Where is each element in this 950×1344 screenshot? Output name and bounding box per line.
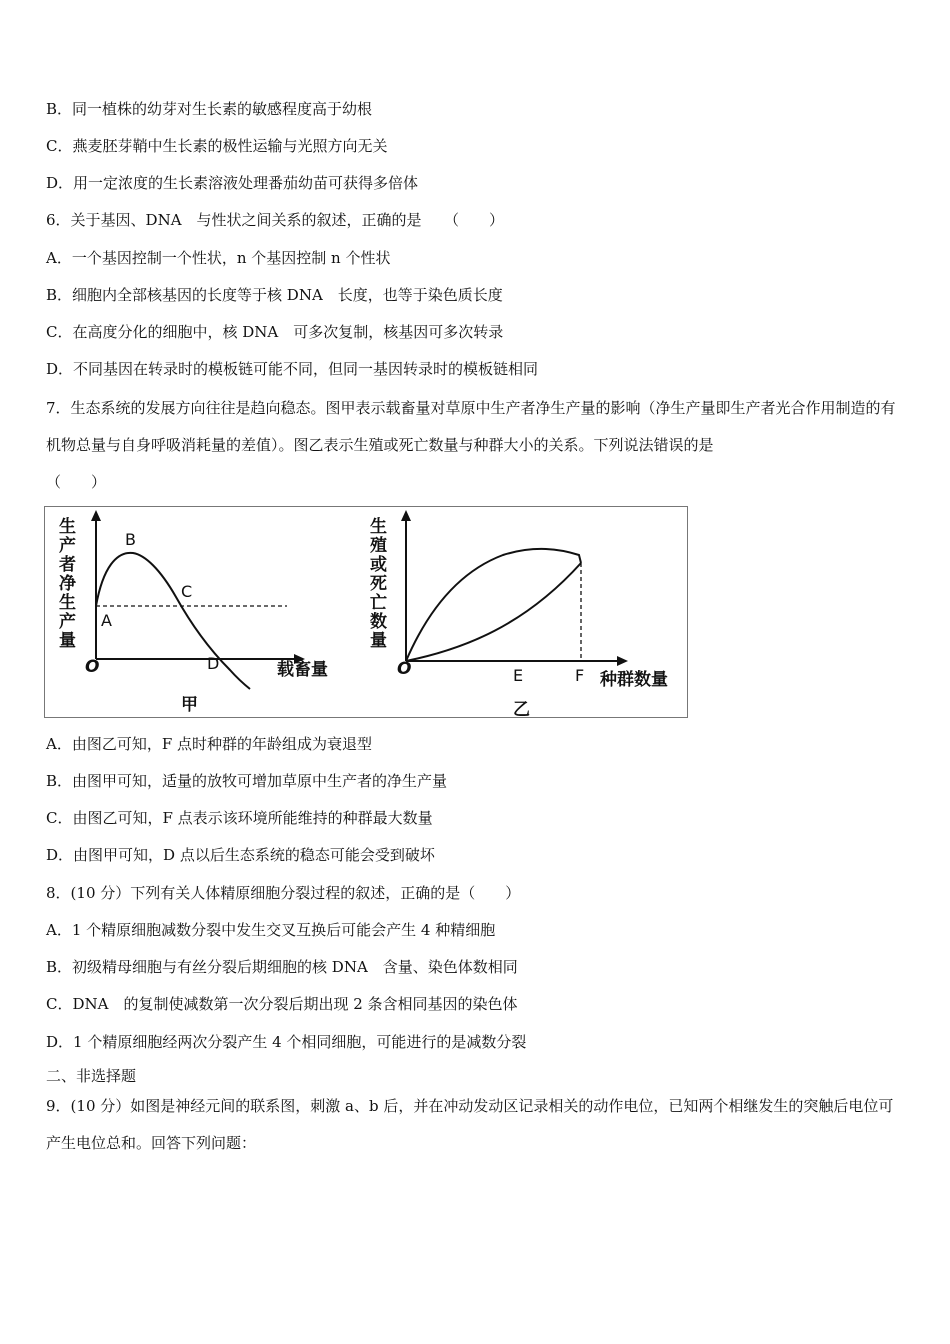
yi-xlabel: 种群数量 — [600, 670, 668, 690]
yi-y-arrow — [401, 510, 411, 521]
q7-option-b: B．由图甲可知，适量的放牧可增加草原中生产者的净生产量 — [46, 772, 448, 790]
q7-graphs — [45, 507, 689, 719]
q6-option-c: C．在高度分化的细胞中，核 DNA 可多次复制，核基因可多次转录 — [46, 323, 504, 341]
jia-y-arrow — [91, 510, 101, 521]
q7-option-d: D．由图甲可知，D 点以后生态系统的稳态可能会受到破坏 — [46, 846, 435, 864]
yi-ylabel-4: 死 — [370, 574, 387, 594]
jia-ylabel-3: 者 — [59, 555, 76, 575]
q9-stem: 9．(10 分）如图是神经元间的联系图，刺激 a、b 后，并在冲动发动区记录相关的动作电位，已知两个相继发生的突触后电位可产生电位总和。回答下列问题： — [46, 1097, 894, 1152]
yi-ylabel-6: 数 — [370, 612, 387, 632]
yi-ylabel-5: 亡 — [370, 593, 387, 613]
graph-yi — [370, 510, 668, 719]
jia-ylabel-6: 产 — [59, 612, 76, 632]
jia-ylabel-2: 产 — [59, 536, 76, 556]
jia-point-b: B — [125, 530, 136, 549]
yi-birth-curve — [406, 549, 581, 661]
q7-stem: 7．生态系统的发展方向往往是趋向稳态。图甲表示载畜量对草原中生产者净生产量的影响（净生产量即生产者光合作用制造的有机物总量与自身呼吸消耗量的差值）。图乙表示生殖或死亡数量与种群大小的关系。下列说法错误的是 — [46, 399, 896, 454]
q7-option-a: A．由图乙可知，F 点时种群的年龄组成为衰退型 — [46, 735, 373, 753]
q8-option-a: A．1 个精原细胞减数分裂中发生交叉互换后可能会产生 4 种精细胞 — [46, 921, 496, 939]
jia-caption: 甲 — [181, 695, 198, 715]
jia-ylabel-1: 生 — [59, 517, 76, 537]
q5-option-b: B．同一植株的幼芽对生长素的敏感程度高于幼根 — [46, 100, 373, 118]
q7-figure — [44, 506, 688, 718]
yi-caption: 乙 — [513, 700, 530, 719]
jia-origin: O — [85, 657, 100, 677]
jia-ylabel-4: 净 — [59, 574, 76, 594]
yi-ylabel-7: 量 — [370, 631, 387, 651]
jia-point-d: D — [207, 654, 220, 673]
jia-point-c: C — [181, 582, 193, 601]
q6-option-d: D．不同基因在转录时的模板链可能不同，但同一基因转录时的模板链相同 — [46, 360, 539, 378]
yi-ylabel-2: 殖 — [370, 536, 387, 556]
q6-option-b: B．细胞内全部核基因的长度等于核 DNA 长度，也等于染色质长度 — [46, 286, 503, 304]
q5-option-c: C．燕麦胚芽鞘中生长素的极性运输与光照方向无关 — [46, 137, 388, 155]
jia-ylabel-7: 量 — [59, 631, 76, 651]
q5-option-d: D．用一定浓度的生长素溶液处理番茄幼苗可获得多倍体 — [46, 174, 419, 192]
q6-option-a: A．一个基因控制一个性状，n 个基因控制 n 个性状 — [46, 249, 391, 267]
yi-x-arrow — [617, 656, 628, 666]
jia-curve — [96, 553, 250, 689]
q7-option-c: C．由图乙可知，F 点表示该环境所能维持的种群最大数量 — [46, 809, 433, 827]
yi-origin: O — [397, 659, 412, 679]
graph-jia — [59, 510, 328, 715]
jia-point-a: A — [101, 611, 112, 630]
q8-option-b: B．初级精母细胞与有丝分裂后期细胞的核 DNA 含量、染色体数相同 — [46, 958, 518, 976]
jia-xlabel: 载畜量 — [277, 660, 328, 680]
q8-option-c: C．DNA 的复制使减数第一次分裂后期出现 2 条含相同基因的染色体 — [46, 995, 518, 1013]
q8-stem: 8．(10 分）下列有关人体精原细胞分裂过程的叙述，正确的是（ ） — [46, 884, 521, 902]
yi-ylabel-3: 或 — [370, 555, 387, 575]
q7-answer-bracket: （ ） — [46, 473, 107, 491]
section-2-title: 二、非选择题 — [46, 1067, 137, 1085]
yi-point-f: F — [575, 666, 585, 685]
q6-stem: 6．关于基因、DNA 与性状之间关系的叙述，正确的是 （ ） — [46, 211, 505, 229]
jia-ylabel-5: 生 — [59, 593, 76, 613]
yi-ylabel-1: 生 — [370, 517, 387, 537]
q8-option-d: D．1 个精原细胞经两次分裂产生 4 个相同细胞，可能进行的是减数分裂 — [46, 1033, 527, 1051]
yi-point-e: E — [513, 666, 524, 685]
